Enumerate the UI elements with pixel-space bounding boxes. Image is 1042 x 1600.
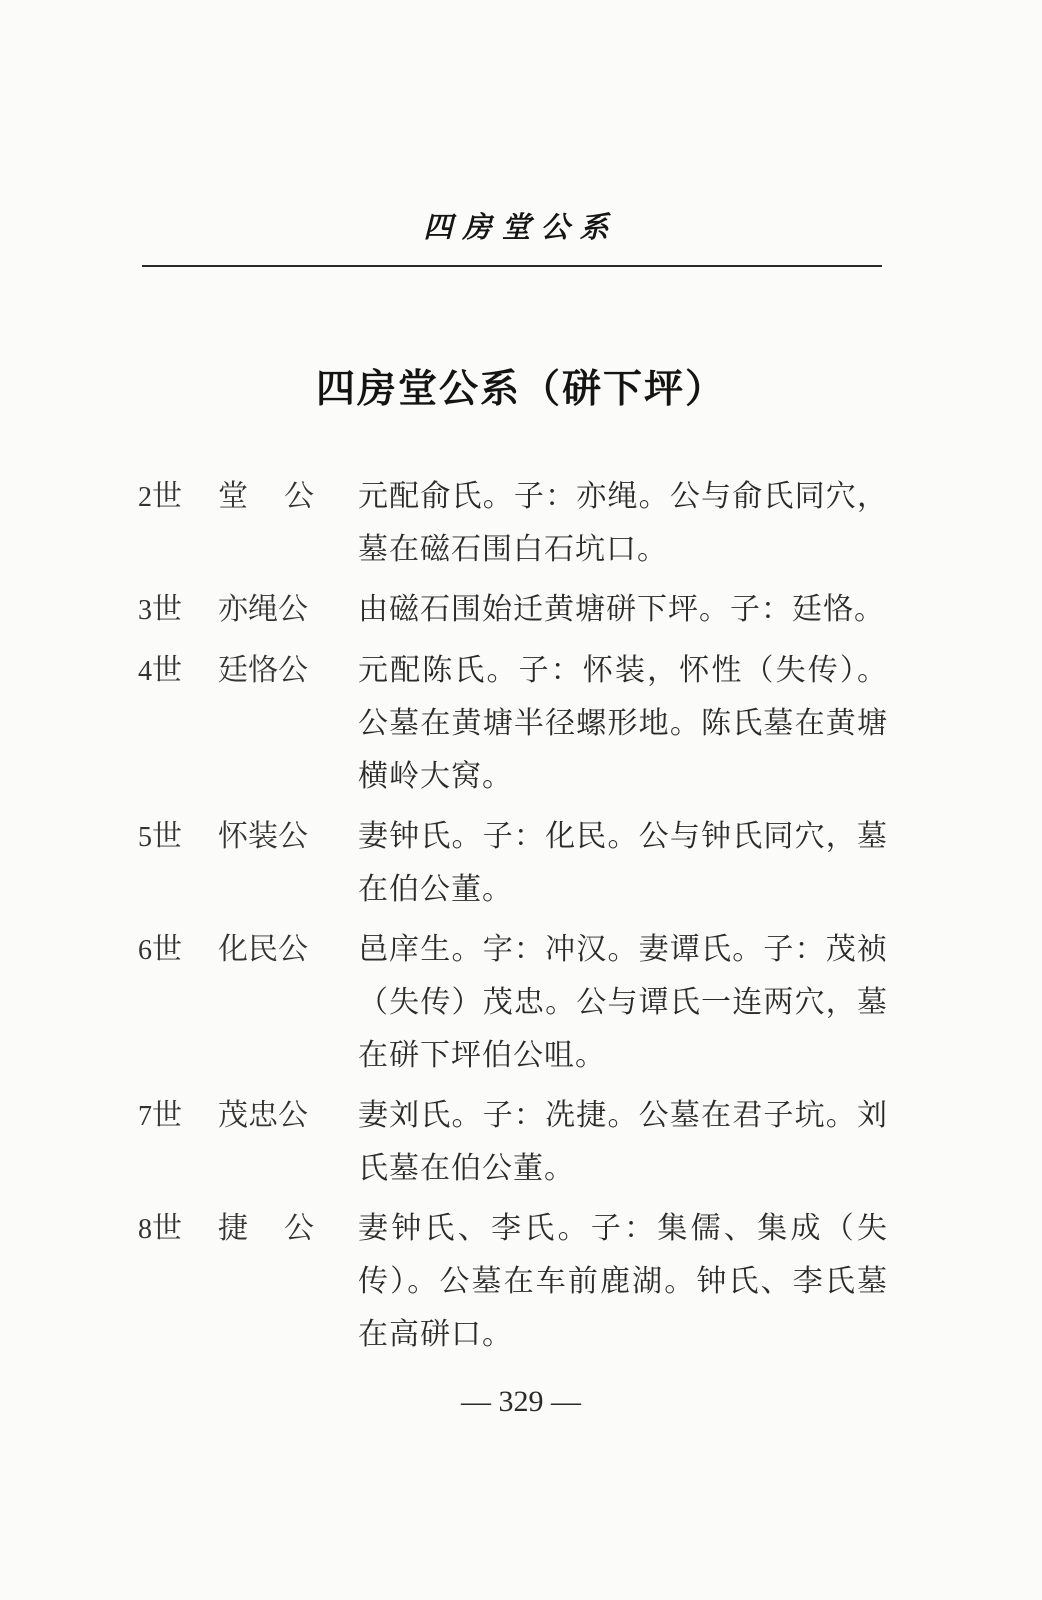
entry-text: 元配俞氏。子：亦绳。公与俞氏同穴，墓在磁石围白石坑口。 xyxy=(358,479,888,567)
running-header: 四房堂公系 xyxy=(423,210,619,244)
generation-label: 7世 xyxy=(138,1098,182,1133)
generation-label: 3世 xyxy=(138,592,182,627)
header-rule xyxy=(142,265,882,267)
chapter-title: 四房堂公系（硑下坪） xyxy=(315,366,726,412)
generation-label: 4世 xyxy=(138,653,182,688)
genealogy-entry xyxy=(138,583,888,637)
ancestor-name: 茂忠公 xyxy=(218,1098,308,1133)
generation-label: 5世 xyxy=(138,819,182,854)
genealogy-entry xyxy=(138,1202,888,1361)
page-number: — 329 — xyxy=(461,1385,581,1418)
entry-text: 妻钟氏。子：化民。公与钟氏同穴，墓在伯公董。 xyxy=(358,819,888,907)
generation-label: 8世 xyxy=(138,1211,182,1246)
genealogy-entry xyxy=(138,810,888,916)
genealogy-entry xyxy=(138,923,888,1082)
generation-label: 2世 xyxy=(138,479,182,514)
genealogy-entry xyxy=(138,644,888,803)
ancestor-name: 化民公 xyxy=(218,932,308,967)
ancestor-name: 廷恪公 xyxy=(218,653,308,688)
genealogy-entry xyxy=(138,1089,888,1195)
genealogy-entry xyxy=(138,470,888,576)
ancestor-name: 亦绳公 xyxy=(218,592,308,627)
generation-label: 6世 xyxy=(138,932,182,967)
entry-text: 由磁石围始迁黄塘硑下坪。子：廷恪。 xyxy=(358,592,885,627)
entry-text: 邑庠生。字：冲汉。妻谭氏。子：茂祯（失传）茂忠。公与谭氏一连两穴，墓在硑下坪伯公咀。 xyxy=(358,932,888,1073)
genealogy-entries xyxy=(138,470,888,1368)
entry-text: 妻刘氏。子：冼捷。公墓在君子坑。刘氏墓在伯公董。 xyxy=(358,1098,888,1186)
ancestor-name: 捷公 xyxy=(218,1211,350,1246)
entry-text: 元配陈氏。子：怀装，怀性（失传）。公墓在黄塘半径螺形地。陈氏墓在黄塘横岭大窝。 xyxy=(358,653,888,794)
entry-text: 妻钟氏、李氏。子：集儒、集成（失传）。公墓在车前鹿湖。钟氏、李氏墓在高硑口。 xyxy=(358,1211,888,1352)
ancestor-name: 怀装公 xyxy=(218,819,308,854)
ancestor-name: 堂公 xyxy=(218,479,350,514)
